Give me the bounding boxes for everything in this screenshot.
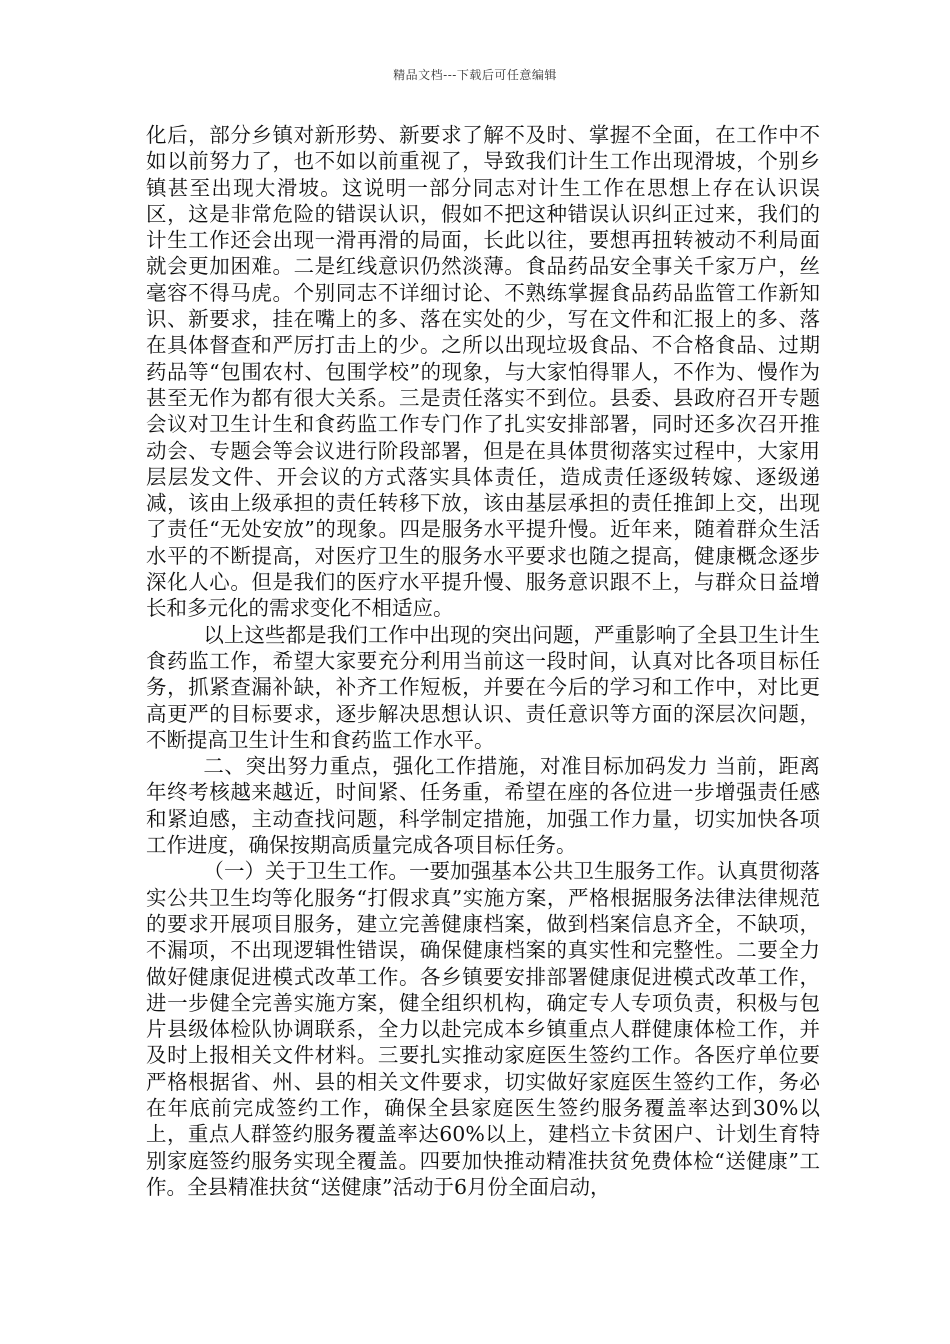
paragraph-2: 以上这些都是我们工作中出现的突出问题，严重影响了全县卫生计生食药监工作，希望大家要充分利用当前这一段时间，认真对比各项目标任务，抓紧查漏补缺，补齐工作短板，并要在今后的学习和工作中，对比更高更严的目标要求，逐步解决思想认识、责任意识等方面的深层次问题，不断提高卫生计生和食药监工作水平。 <box>146 622 820 752</box>
paragraph-4: （一）关于卫生工作。一要加强基本公共卫生服务工作。认真贯彻落实公共卫生均等化服务“打假求真”实施方案，严格根据服务法律法律规范的要求开展项目服务，建立完善健康档案，做到档案信息齐全，不缺项，不漏项，不出现逻辑性错误，确保健康档案的真实性和完整性。二要全力做好健康促进模式改革工作。各乡镇要安排部署健康促进模式改革工作，进一步健全完善实施方案，健全组织机构，确定专人专项负责，积极与包片县级体检队协调联系，全力以赴完成本乡镇重点人群健康体检工作，并及时上报相关文件材料。三要扎实推动家庭医生签约工作。各医疗单位要严格根据省、州、县的相关文件要求，切实做好家庭医生签约工作，务必在年底前完成签约工作，确保全县家庭医生签约服务覆盖率达到30%以上，重点人群签约服务覆盖率达60%以上，建档立卡贫困户、计划生育特别家庭签约服务实现全覆盖。四要加快推动精准扶贫免费体检“送健康”工作。全县精准扶贫“送健康”活动于6月份全面启动， <box>146 859 820 1199</box>
paragraph-3: 二、突出努力重点，强化工作措施，对准目标加码发力 当前，距离年终考核越来越近，时间紧、任务重，希望在座的各位进一步增强责任感和紧迫感，主动查找问题，科学制定措施，加强工作力量，切实加快各项工作进度，确保按期高质量完成各项目标任务。 <box>146 754 820 858</box>
page-header: 精品文档---下载后可任意编辑 <box>393 68 557 82</box>
document-body <box>146 122 820 1200</box>
paragraph-1: 化后，部分乡镇对新形势、新要求了解不及时、掌握不全面，在工作中不如以前努力了，也不如以前重视了，导致我们计生工作出现滑坡，个别乡镇甚至出现大滑坡。这说明一部分同志对计生工作在思想上存在认识误区，这是非常危险的错误认识，假如不把这种错误认识纠正过来，我们的计生工作还会出现一滑再滑的局面，长此以往，要想再扭转被动不利局面就会更加困难。二是红线意识仍然淡薄。食品药品安全事关千家万户，丝毫容不得马虎。个别同志不详细讨论、不熟练掌握食品药品监管工作新知识、新要求，挂在嘴上的多、落在实处的少，写在文件和汇报上的多、落在具体督查和严厉打击上的少。之所以出现垃圾食品、不合格食品、过期药品等“包围农村、包围学校”的现象，与大家怕得罪人，不作为、慢作为甚至无作为都有很大关系。三是责任落实不到位。县委、县政府召开专题会议对卫生计生和食药监工作专门作了扎实安排部署，同时还多次召开推动会、专题会等会议进行阶段部署，但是在具体贯彻落实过程中，大家用层层发文件、开会议的方式落实具体责任，造成责任逐级转嫁、逐级递减，该由上级承担的责任转移下放，该由基层承担的责任推卸上交，出现了责任“无处安放”的现象。四是服务水平提升慢。近年来，随着群众生活水平的不断提高，对医疗卫生的服务水平要求也随之提高，健康概念逐步深化人心。但是我们的医疗水平提升慢、服务意识跟不上，与群众日益增长和多元化的需求变化不相适应。 <box>146 123 820 621</box>
